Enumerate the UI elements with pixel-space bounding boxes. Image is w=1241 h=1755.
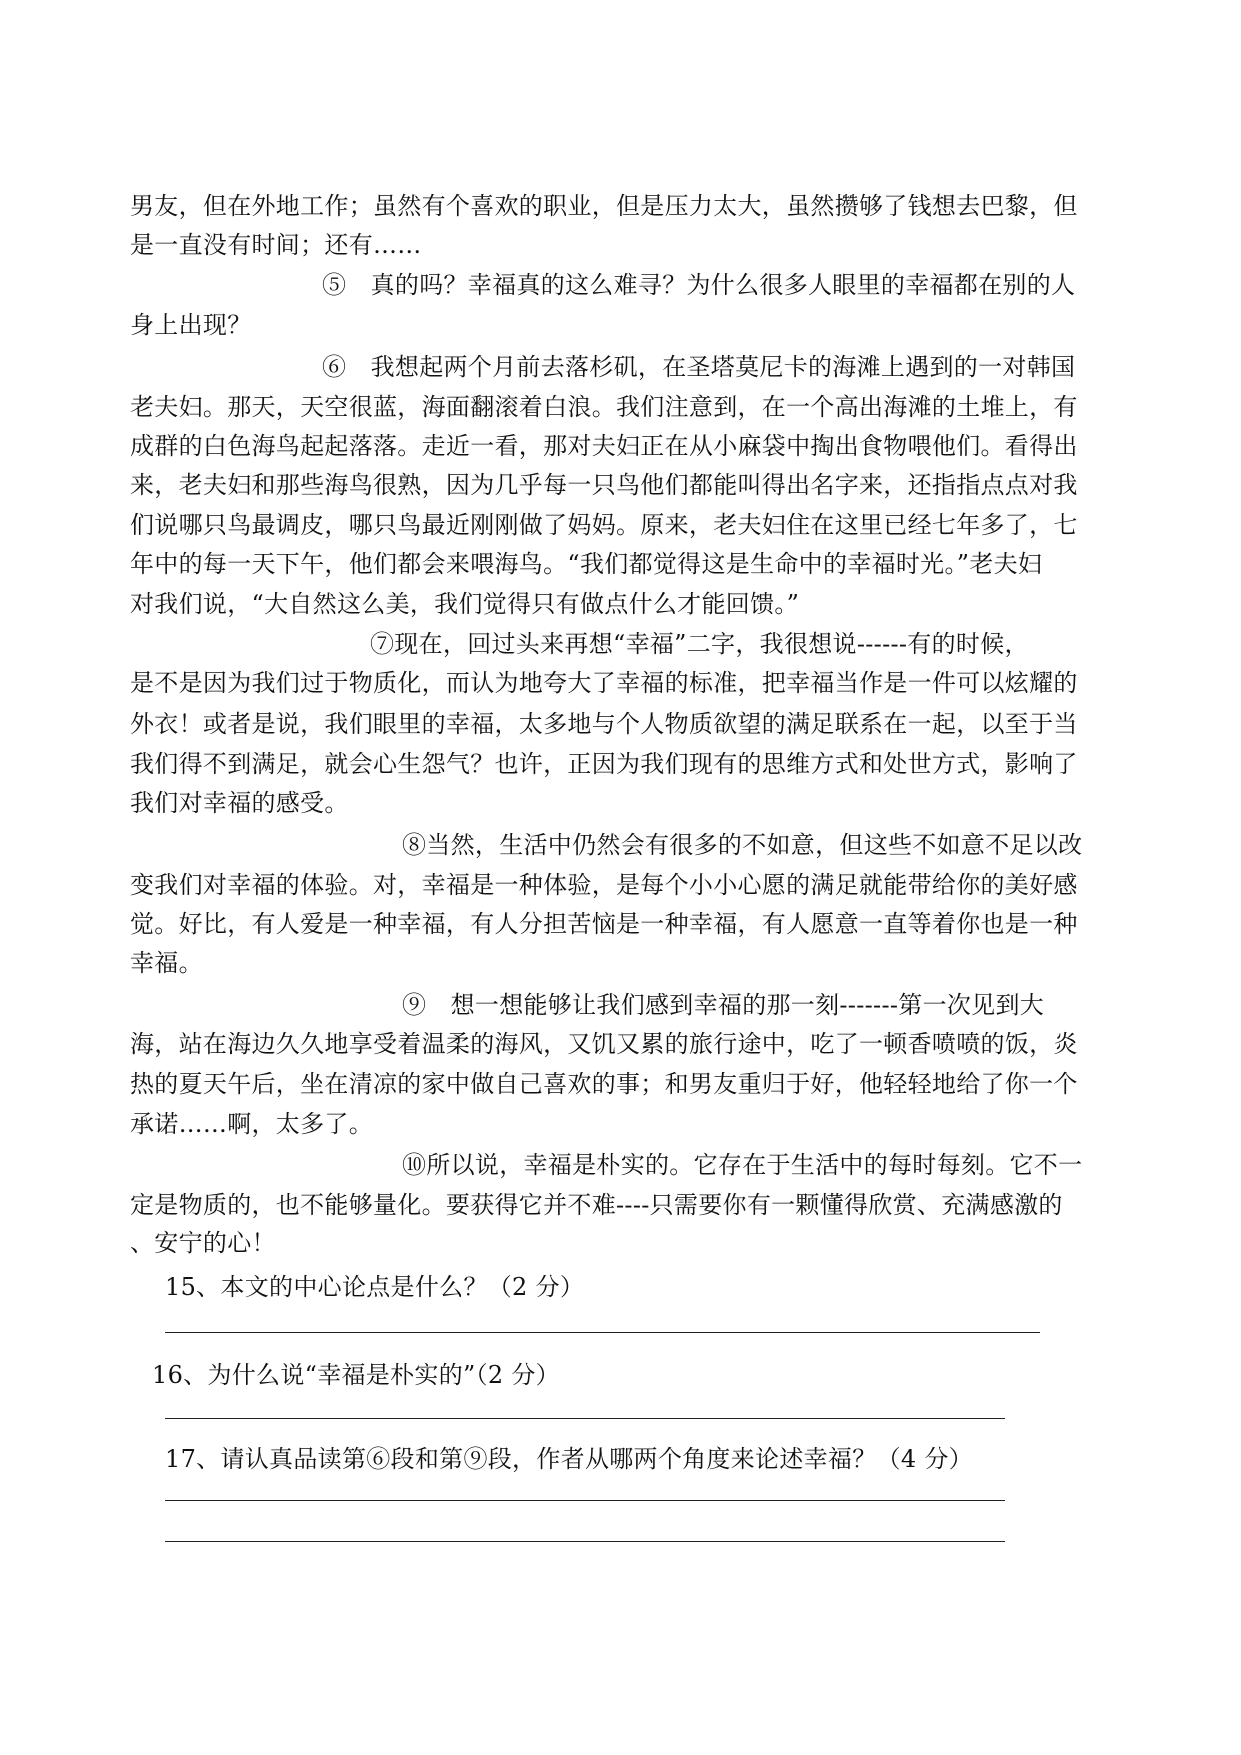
question-16: 16、为什么说“幸福是朴实的”（2 分）	[152, 1361, 560, 1389]
question-17: 17、请认真品读第⑥段和第⑨段，作者从哪两个角度来论述幸福？（4 分）	[165, 1445, 973, 1473]
answer-line-15[interactable]	[165, 1332, 1040, 1333]
answer-line-16[interactable]	[165, 1418, 1005, 1419]
question-15: 15、本文的中心论点是什么？（2 分）	[165, 1273, 585, 1301]
paragraph-line: ⑤ 真的吗？幸福真的这么难寻？为什么很多人眼里的幸福都在别的人	[322, 271, 1076, 299]
paragraph-line: 海，站在海边久久地享受着温柔的海风，又饥又累的旅行途中，吃了一顿香喷喷的饭，炎	[130, 1030, 1078, 1058]
paragraph-line: 觉。好比，有人爱是一种幸福，有人分担苦恼是一种幸福，有人愿意一直等着你也是一种	[130, 910, 1078, 938]
paragraph-line: 对我们说，“大自然这么美，我们觉得只有做点什么才能回馈。”	[130, 590, 800, 618]
paragraph-line: 、安宁的心！	[130, 1229, 276, 1257]
paragraph-line: 我们对幸福的感受。	[130, 789, 349, 817]
paragraph-line: 变我们对幸福的体验。对，幸福是一种体验，是每个小小心愿的满足就能带给你的美好感	[130, 871, 1078, 899]
paragraph-line: 外衣！或者是说，我们眼里的幸福，太多地与个人物质欲望的满足联系在一起，以至于当	[130, 710, 1078, 738]
paragraph-line: 成群的白色海鸟起起落落。走近一看，那对夫妇正在从小麻袋中掏出食物喂他们。看得出	[130, 432, 1078, 460]
paragraph-line: 们说哪只鸟最调皮，哪只鸟最近刚刚做了妈妈。原来，老夫妇住在这里已经七年多了，七	[130, 511, 1078, 539]
paragraph-line: 幸福。	[130, 949, 203, 977]
paragraph-line: ⑧当然，生活中仍然会有很多的不如意，但这些不如意不足以改	[402, 831, 1083, 859]
answer-line-17a[interactable]	[165, 1500, 1005, 1501]
paragraph-line: 身上出现？	[130, 311, 252, 339]
paragraph-line: 男友，但在外地工作；虽然有个喜欢的职业，但是压力太大，虽然攒够了钱想去巴黎，但	[130, 192, 1078, 220]
paragraph-line: 热的夏天午后，坐在清凉的家中做自己喜欢的事；和男友重归于好，他轻轻地给了你一个	[130, 1070, 1078, 1098]
paragraph-line: 承诺……啊，太多了。	[130, 1110, 373, 1138]
paragraph-line: 来，老夫妇和那些海鸟很熟，因为几乎每一只鸟他们都能叫得出名字来，还指指点点对我	[130, 471, 1078, 499]
paragraph-line: 老夫妇。那天，天空很蓝，海面翻滚着白浪。我们注意到，在一个高出海滩的土堆上，有	[130, 393, 1078, 421]
paragraph-line: 是不是因为我们过于物质化，而认为地夸大了幸福的标准，把幸福当作是一件可以炫耀的	[130, 669, 1078, 697]
paragraph-line: ⑩所以说，幸福是朴实的。它存在于生活中的每时每刻。它不一	[402, 1151, 1083, 1179]
paragraph-line: ⑨ 想一想能够让我们感到幸福的那一刻-------第一次见到大	[402, 991, 1045, 1019]
paragraph-line: ⑦现在，回过头来再想“幸福”二字，我很想说------有的时候，	[370, 630, 1029, 658]
paragraph-line: ⑥ 我想起两个月前去落杉矶，在圣塔莫尼卡的海滩上遇到的一对韩国	[322, 353, 1076, 381]
paragraph-line: 我们得不到满足，就会心生怨气？也许，正因为我们现有的思维方式和处世方式，影响了	[130, 750, 1078, 778]
paragraph-line: 定是物质的，也不能够量化。要获得它并不难----只需要你有一颗懂得欣赏、充满感激的	[130, 1191, 1063, 1219]
paragraph-line: 是一直没有时间；还有……	[130, 231, 422, 259]
paragraph-line: 年中的每一天下午，他们都会来喂海鸟。“我们都觉得这是生命中的幸福时光。”老夫妇	[130, 550, 1043, 578]
answer-line-17b[interactable]	[165, 1541, 1005, 1542]
